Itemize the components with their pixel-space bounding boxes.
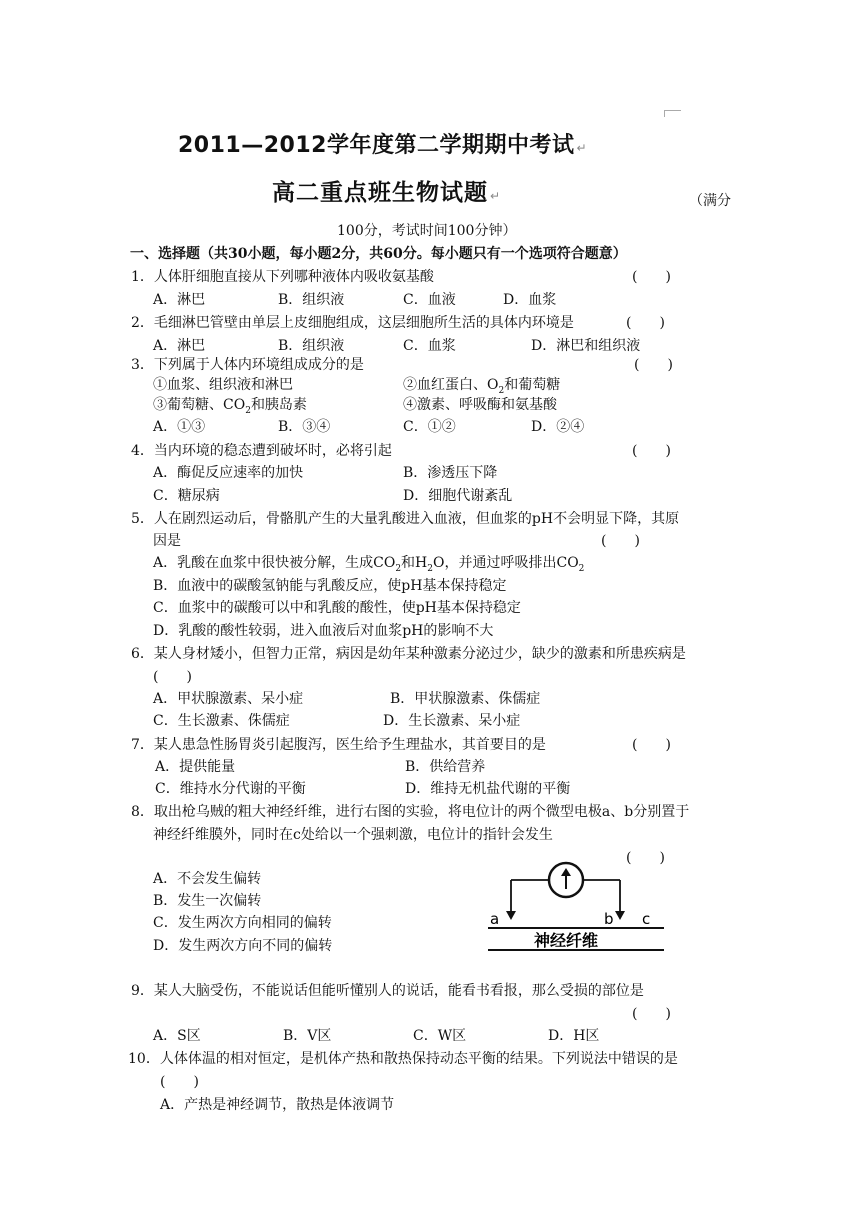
full-score-note: （满分 xyxy=(689,193,731,209)
q5-option-c: C．血浆中的碳酸可以中和乳酸的酸性，使pH基本保持稳定 xyxy=(153,600,521,616)
q3-item-1: ①血浆、组织液和淋巴 xyxy=(153,377,293,393)
q3-option-b: B．③④ xyxy=(278,419,331,435)
q7-option-b: B．供给营养 xyxy=(405,759,486,775)
q8-option-c: C．发生两次方向相同的偏转 xyxy=(153,915,332,931)
q1-option-a: A．淋巴 xyxy=(153,292,206,308)
exam-subtitle: 高二重点班生物试题 ↵ xyxy=(272,180,502,206)
q1-option-b: B．组织液 xyxy=(278,292,345,308)
q3-item-3: ③葡萄糖、$CO_2$和胰岛素 xyxy=(153,397,307,416)
exam-title: 2011—2012学年度第二学期期中考试 ↵ xyxy=(178,133,588,158)
question-8-cont: 神经纤维膜外，同时在c处给以一个强刺激，电位计的指针会发生 xyxy=(153,827,553,843)
q4-option-a: A．酶促反应速率的加快 xyxy=(153,465,304,481)
q7-option-d: D．维持无机盐代谢的平衡 xyxy=(405,781,571,797)
needle-arrowhead xyxy=(561,868,571,876)
q8-option-a: A．不会发生偏转 xyxy=(153,871,262,887)
nerve-fiber-figure xyxy=(486,858,666,954)
section-heading: 一、选择题（共30小题，每小题2分，共60分。每小题只有一个选项符合题意） xyxy=(130,246,627,262)
q2-option-d: D．淋巴和组织液 xyxy=(531,338,641,354)
q9-option-b: B．V区 xyxy=(283,1028,332,1044)
question-8: 8．取出枪乌贼的粗大神经纤维，进行右图的实验，将电位计的两个微型电极a、b分别置于 xyxy=(131,804,690,820)
label-b: b xyxy=(604,910,614,928)
answer-blank-1: ( ) xyxy=(632,269,671,285)
q7-option-c: C．维持水分代谢的平衡 xyxy=(155,781,306,797)
q8-option-b: B．发生一次偏转 xyxy=(153,893,262,909)
q2-option-b: B．组织液 xyxy=(278,338,345,354)
label-c: c xyxy=(642,910,651,928)
figure-caption: 神经纤维 xyxy=(534,931,599,950)
answer-blank-5: ( ) xyxy=(601,533,640,549)
answer-blank-4: ( ) xyxy=(632,443,671,459)
electrode-b-arrow xyxy=(615,911,625,920)
answer-blank-9: ( ) xyxy=(632,1006,671,1022)
q9-option-a: A．S区 xyxy=(153,1028,201,1044)
q6-option-b: B．甲状腺激素、侏儒症 xyxy=(390,691,541,707)
q1-option-c: C．血液 xyxy=(403,292,456,308)
q1-option-d: D．血浆 xyxy=(503,292,557,308)
q3-item-4: ④激素、呼吸酶和氨基酸 xyxy=(403,397,557,413)
q9-option-d: D．H区 xyxy=(548,1028,600,1044)
q4-option-d: D．细胞代谢紊乱 xyxy=(403,488,513,504)
q9-option-c: C．W区 xyxy=(413,1028,467,1044)
q2-option-a: A．淋巴 xyxy=(153,338,206,354)
answer-blank-7: ( ) xyxy=(632,737,671,753)
q6-option-c: C．生长激素、侏儒症 xyxy=(153,713,290,729)
question-5: 5．人在剧烈运动后，骨骼肌产生的大量乳酸进入血液，但血浆的pH不会明显下降，其原 xyxy=(131,511,680,527)
answer-blank-2: ( ) xyxy=(626,315,665,331)
q5-option-d: D．乳酸的酸性较弱，进入血液后对血浆pH的影响不大 xyxy=(153,623,494,639)
q5-option-a: A．乳酸在血浆中很快被分解，生成$CO_2$和$H_2O$，并通过呼吸排出$CO_2$ xyxy=(153,555,585,574)
full-score-note-cont: 100分，考试时间100分钟） xyxy=(337,223,517,239)
corner-mark xyxy=(664,110,681,117)
q10-option-a: A．产热是神经调节，散热是体液调节 xyxy=(160,1097,395,1113)
q5-option-b: B．血液中的碳酸氢钠能与乳酸反应，使pH基本保持稳定 xyxy=(153,578,507,594)
electrode-a-arrow xyxy=(506,911,516,920)
question-1: 1．人体肝细胞直接从下列哪种液体内吸收氨基酸 xyxy=(131,269,434,285)
q3-option-a: A．①③ xyxy=(153,419,206,435)
question-10: 10．人体体温的相对恒定，是机体产热和散热保持动态平衡的结果。下列说法中错误的是 xyxy=(128,1051,678,1067)
answer-blank-10: ( ) xyxy=(160,1074,199,1090)
answer-blank-6: ( ) xyxy=(153,669,192,685)
q7-option-a: A．提供能量 xyxy=(155,759,236,775)
answer-blank-8: ( ) xyxy=(626,850,665,866)
question-6: 6．某人身材矮小，但智力正常，病因是幼年某种激素分泌过少，缺少的激素和所患疾病是 xyxy=(131,646,686,662)
q6-option-d: D．生长激素、呆小症 xyxy=(383,713,521,729)
question-7: 7．某人患急性肠胃炎引起腹泻，医生给予生理盐水，其首要目的是 xyxy=(131,737,546,753)
q8-option-d: D．发生两次方向不同的偏转 xyxy=(153,938,333,954)
q6-option-a: A．甲状腺激素、呆小症 xyxy=(153,691,304,707)
question-3: 3．下列属于人体内环境组成成分的是 xyxy=(131,357,364,373)
q3-item-2: ②血红蛋白、$O_2$和葡萄糖 xyxy=(403,377,561,396)
q3-option-d: D．②④ xyxy=(531,419,585,435)
question-5-cont: 因是 xyxy=(153,533,181,549)
question-4: 4．当内环境的稳态遭到破坏时，必将引起 xyxy=(131,443,392,459)
answer-blank-3: ( ) xyxy=(634,357,673,373)
label-a: a xyxy=(490,910,500,928)
q3-option-c: C．①② xyxy=(403,419,456,435)
q4-option-b: B．渗透压下降 xyxy=(403,465,498,481)
q4-option-c: C．糖尿病 xyxy=(153,488,220,504)
question-9: 9．某人大脑受伤，不能说话但能听懂别人的说话，能看书看报，那么受损的部位是 xyxy=(131,983,644,999)
q2-option-c: C．血浆 xyxy=(403,338,456,354)
question-2: 2．毛细淋巴管壁由单层上皮细胞组成，这层细胞所生活的具体内环境是 xyxy=(131,315,574,331)
